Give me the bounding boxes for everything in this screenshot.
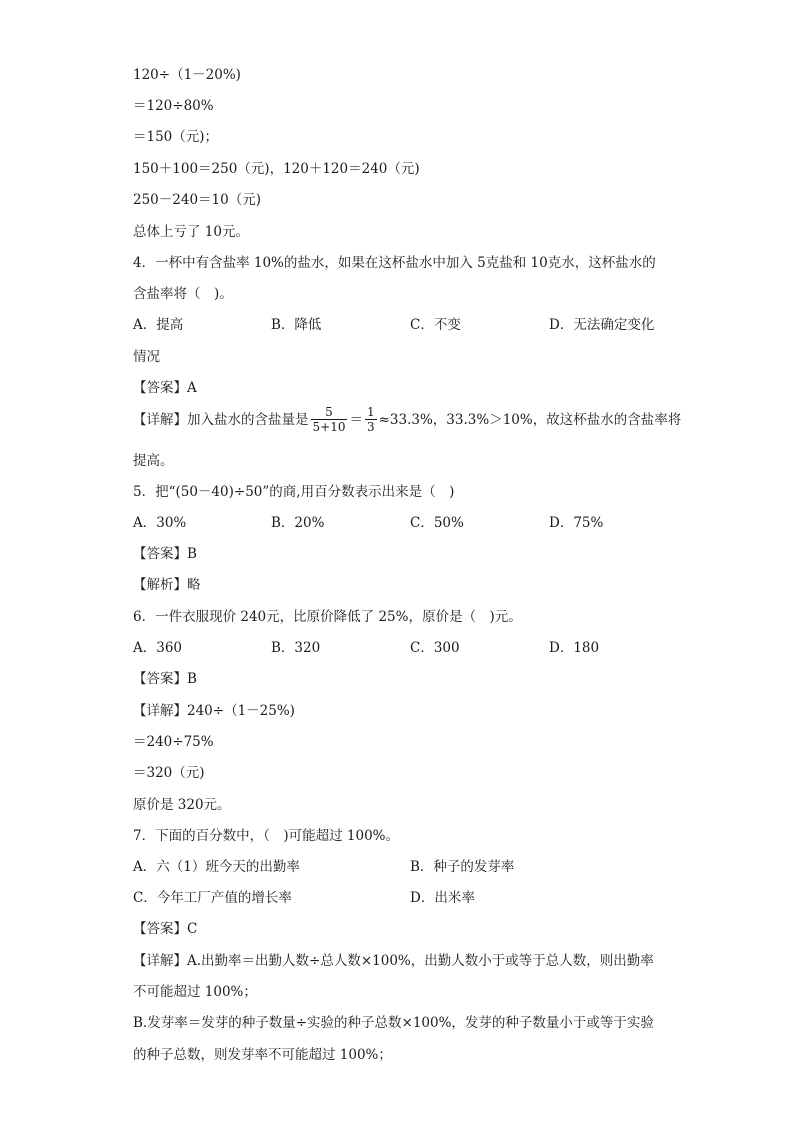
calc-line-2: ＝120÷80% (133, 98, 214, 114)
q6-option-a: A．360 (133, 640, 183, 656)
q4-answer: 【答案】A (133, 380, 197, 396)
q4-detail-prefix: 【详解】加入盐水的含盐量是 (133, 412, 309, 428)
calc-conclusion: 总体上亏了 10元。 (133, 224, 249, 240)
question-6-text: 6．一件衣服现价 240元，比原价降低了 25%，原价是（ )元。 (133, 609, 522, 625)
q6-option-c: C．300 (410, 640, 460, 656)
q4-option-d: D．无法确定变化 (549, 317, 655, 333)
q6-detail-2: ＝240÷75% (133, 734, 214, 750)
q7-option-a: A．六（1）班今天的出勤率 (133, 859, 300, 875)
q6-option-b: B．320 (271, 640, 321, 656)
calc-line-3: ＝150（元)； (133, 129, 219, 145)
q5-answer: 【答案】B (133, 546, 197, 562)
q4-detail-cont: 提高。 (133, 453, 174, 469)
q5-option-b: B．20% (271, 515, 325, 531)
q6-detail-1: 【详解】240÷（1－25%) (133, 703, 295, 719)
q6-answer: 【答案】B (133, 671, 197, 687)
q6-option-d: D．180 (549, 640, 600, 656)
q7-detail-4: 的种子总数，则发芽率不可能超过 100%； (133, 1047, 392, 1063)
q7-option-d: D．出米率 (410, 890, 475, 906)
q4-option-c: C．不变 (410, 317, 461, 333)
question-7-text: 7．下面的百分数中，（ )可能超过 100%。 (133, 828, 399, 844)
equals-sign: ＝ (349, 412, 363, 428)
q4-option-d-cont: 情况 (133, 349, 160, 365)
calc-line-1: 120÷（1－20%) (133, 67, 241, 83)
q4-option-b: B．降低 (271, 317, 322, 333)
calc-line-5: 250－240＝10（元) (133, 192, 261, 208)
q7-option-b: B．种子的发芽率 (410, 859, 515, 875)
q7-option-c: C．今年工厂产值的增长率 (133, 890, 292, 906)
fraction-numerator: 1 (366, 405, 375, 419)
q7-detail-1: 【详解】A.出勤率＝出勤人数÷总人数×100%，出勤人数小于或等于总人数，则出勤率 (133, 953, 654, 969)
fraction-5-over-15 (311, 405, 348, 434)
question-4-text-cont: 含盐率将（ )。 (133, 286, 233, 302)
q4-option-a: A．提高 (133, 317, 184, 333)
q4-detail-suffix: ≈33.3%，33.3%＞10%，故这杯盐水的含盐率将 (378, 412, 682, 428)
q7-answer: 【答案】C (133, 921, 198, 937)
q7-detail-3: B.发芽率＝发芽的种子数量÷实验的种子总数×100%，发芽的种子数量小于或等于实验 (133, 1015, 654, 1031)
fraction-1-over-3 (365, 405, 377, 434)
q5-analysis: 【解析】略 (133, 577, 201, 593)
question-5-text: 5．把“(50－40)÷50”的商,用百分数表示出来是（ ) (133, 484, 455, 500)
q5-option-d: D．75% (549, 515, 604, 531)
q5-option-c: C．50% (410, 515, 464, 531)
q4-detail (133, 404, 681, 436)
calc-line-4: 150＋100＝250（元)，120＋120＝240（元) (133, 161, 420, 177)
q6-detail-3: ＝320（元) (133, 765, 205, 781)
question-4-text: 4．一杯中有含盐率 10%的盐水，如果在这杯盐水中加入 5克盐和 10克水，这杯盐水的 (133, 255, 656, 271)
q7-detail-2: 不可能超过 100%； (133, 984, 257, 1000)
fraction-numerator: 5 (311, 405, 348, 420)
fraction-denominator: 5+10 (312, 420, 346, 434)
q6-detail-4: 原价是 320元。 (133, 797, 231, 813)
fraction-denominator: 3 (366, 420, 375, 434)
q5-option-a: A．30% (133, 515, 187, 531)
